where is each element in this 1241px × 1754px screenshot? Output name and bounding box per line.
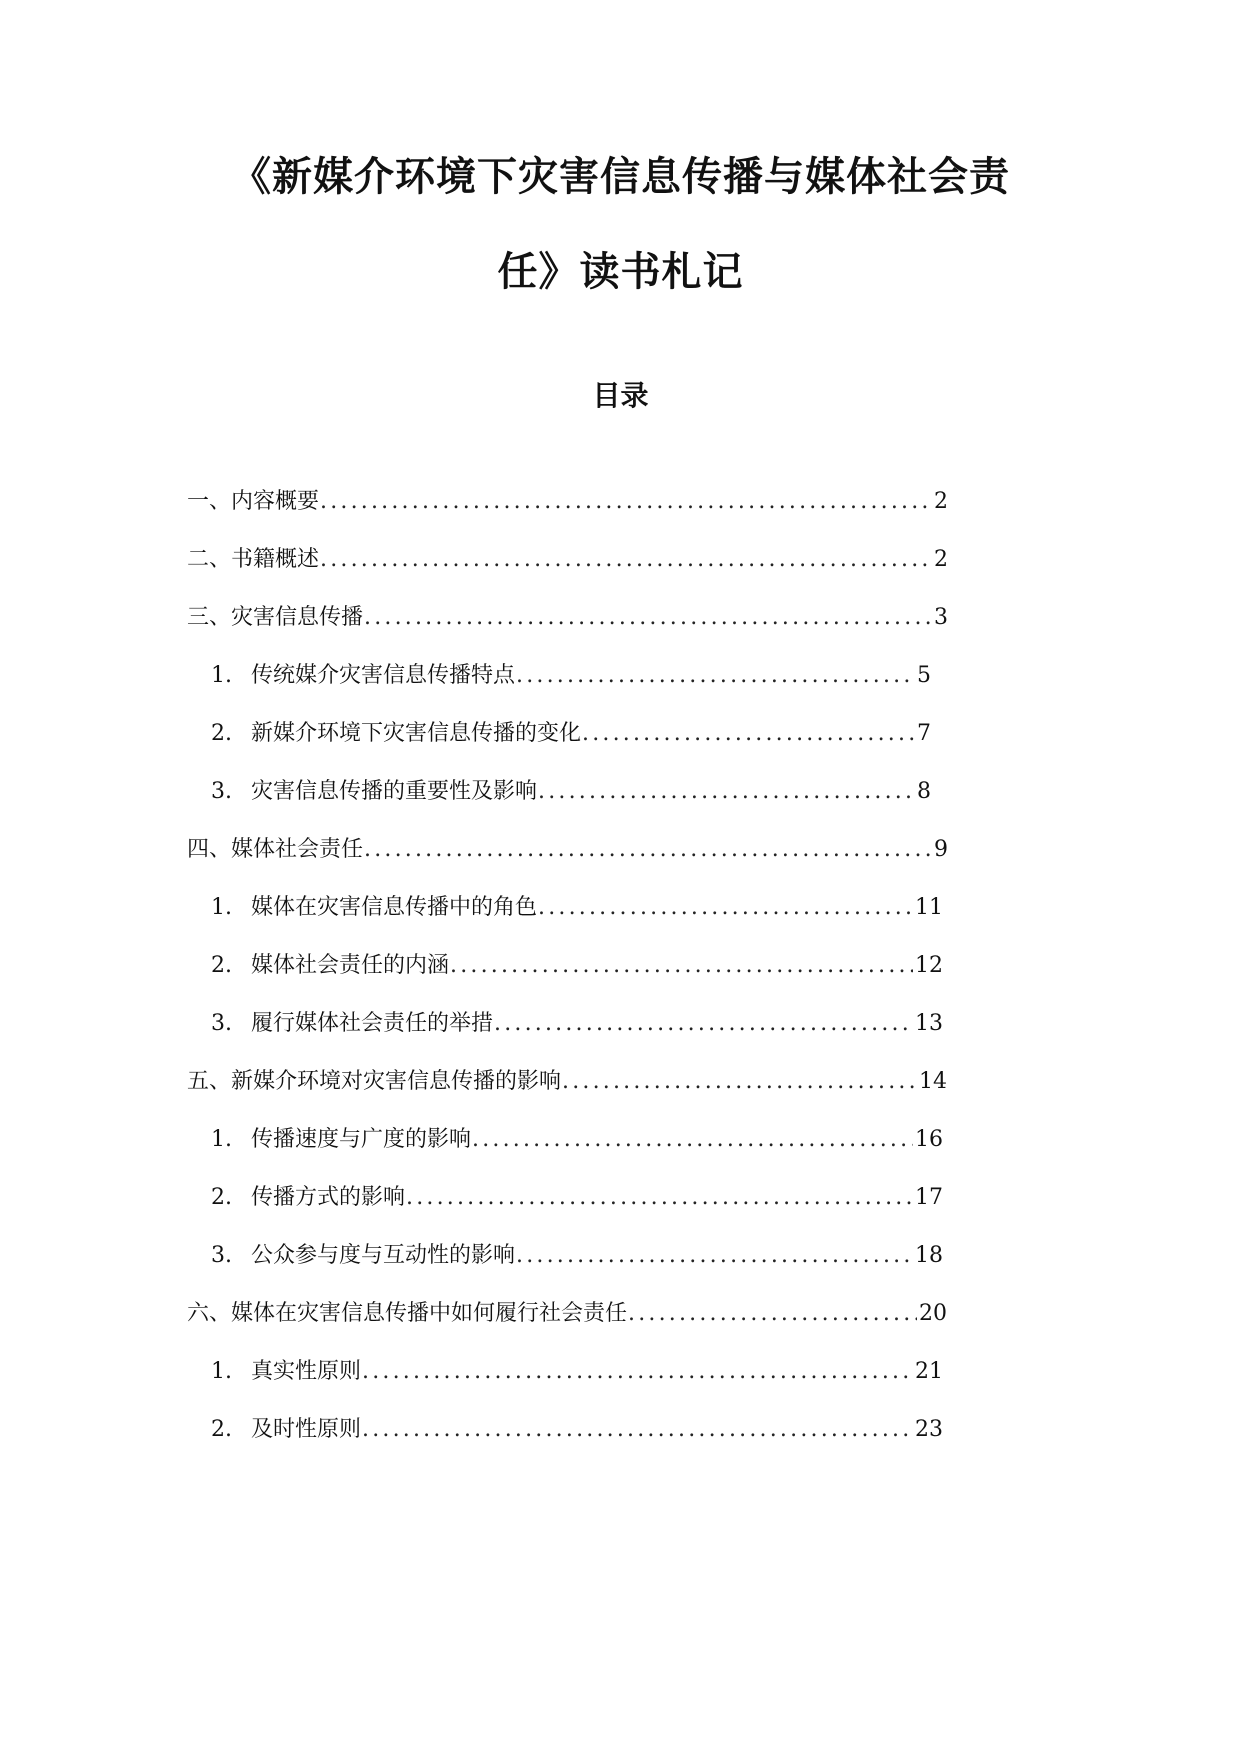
toc-entry-label: 六、媒体在灾害信息传播中如何履行社会责任 — [187, 1301, 628, 1326]
toc-page-number: 11 — [915, 895, 943, 920]
document-title-line-2: 任》读书札记 — [497, 249, 744, 295]
toc-page-number: 16 — [915, 1127, 943, 1152]
toc-page-number: 5 — [917, 663, 931, 688]
toc-entry[interactable] — [187, 602, 948, 634]
toc-entry-number: 2. — [211, 1185, 232, 1210]
toc-entry[interactable] — [187, 486, 948, 518]
toc-entry-number: 2. — [211, 721, 232, 746]
toc-entry-number: 1. — [211, 1127, 232, 1152]
toc-leader-dots — [472, 1124, 913, 1156]
toc-entry-number: 1. — [211, 895, 232, 920]
toc-page-number: 13 — [915, 1011, 943, 1036]
toc-entry[interactable] — [187, 834, 948, 866]
toc-page-number: 2 — [934, 489, 948, 514]
toc-leader-dots — [362, 1414, 913, 1446]
toc-page-number: 20 — [919, 1301, 947, 1326]
toc-entry-label: 传统媒介灾害信息传播特点 — [251, 663, 516, 688]
toc-leader-dots — [516, 1240, 913, 1272]
toc-entry[interactable] — [211, 1240, 943, 1272]
toc-leader-dots — [562, 1066, 917, 1098]
toc-entry-label: 灾害信息传播的重要性及影响 — [251, 779, 538, 804]
toc-entry[interactable] — [187, 544, 948, 576]
toc-leader-dots — [406, 1182, 913, 1214]
toc-page-number: 23 — [915, 1417, 943, 1442]
toc-entry-number: 1. — [211, 663, 232, 688]
toc-entry-number: 3. — [211, 1243, 232, 1268]
toc-leader-dots — [538, 776, 915, 808]
toc-entry-label: 二、书籍概述 — [187, 547, 320, 572]
document-title-line-1: 《新媒介环境下灾害信息传播与媒体社会责 — [231, 154, 1010, 200]
toc-page-number: 12 — [915, 953, 943, 978]
toc-page-number: 9 — [934, 837, 948, 862]
toc-leader-dots — [494, 1008, 913, 1040]
toc-entry-number: 2. — [211, 1417, 232, 1442]
toc-page-number: 21 — [915, 1359, 943, 1384]
toc-leader-dots — [320, 544, 932, 576]
toc-leader-dots — [450, 950, 913, 982]
toc-leader-dots — [320, 486, 932, 518]
toc-page-number: 14 — [919, 1069, 947, 1094]
toc-entry-label: 及时性原则 — [251, 1417, 362, 1442]
toc-leader-dots — [364, 602, 932, 634]
toc-entry[interactable] — [211, 776, 931, 808]
toc-page-number: 7 — [917, 721, 931, 746]
toc-page-number: 8 — [917, 779, 931, 804]
toc-entry[interactable] — [211, 1124, 943, 1156]
toc-entry-label: 媒体在灾害信息传播中的角色 — [251, 895, 538, 920]
toc-leader-dots — [582, 718, 915, 750]
toc-entry[interactable] — [211, 892, 943, 924]
toc-entry[interactable] — [211, 1008, 943, 1040]
toc-entry[interactable] — [187, 1066, 947, 1098]
toc-entry-label: 传播速度与广度的影响 — [251, 1127, 472, 1152]
toc-entry[interactable] — [211, 1182, 943, 1214]
toc-entry[interactable] — [211, 718, 931, 750]
toc-entry-label: 五、新媒介环境对灾害信息传播的影响 — [187, 1069, 562, 1094]
toc-entry-label: 真实性原则 — [251, 1359, 362, 1384]
toc-entry-label: 公众参与度与互动性的影响 — [251, 1243, 516, 1268]
toc-entry-number: 1. — [211, 1359, 232, 1384]
toc-leader-dots — [628, 1298, 917, 1330]
toc-leader-dots — [362, 1356, 913, 1388]
toc-page-number: 18 — [915, 1243, 943, 1268]
toc-entry[interactable] — [211, 1356, 943, 1388]
toc-entry-label: 履行媒体社会责任的举措 — [251, 1011, 494, 1036]
toc-leader-dots — [364, 834, 932, 866]
toc-entry-label: 四、媒体社会责任 — [187, 837, 364, 862]
toc-entry-label: 一、内容概要 — [187, 489, 320, 514]
toc-entry[interactable] — [211, 1414, 943, 1446]
toc-heading: 目录 — [592, 379, 649, 412]
toc-page-number: 3 — [934, 605, 948, 630]
toc-entry-label: 新媒介环境下灾害信息传播的变化 — [251, 721, 582, 746]
toc-page-number: 17 — [915, 1185, 943, 1210]
toc-entry-number: 3. — [211, 1011, 232, 1036]
toc-entry-number: 3. — [211, 779, 232, 804]
toc-entry-label: 媒体社会责任的内涵 — [251, 953, 450, 978]
toc-entry-label: 传播方式的影响 — [251, 1185, 406, 1210]
toc-leader-dots — [516, 660, 915, 692]
toc-entry[interactable] — [211, 950, 943, 982]
toc-page-number: 2 — [934, 547, 948, 572]
toc-entry[interactable] — [211, 660, 931, 692]
toc-entry-label: 三、灾害信息传播 — [187, 605, 364, 630]
toc-leader-dots — [538, 892, 913, 924]
toc-entry[interactable] — [187, 1298, 947, 1330]
toc-entry-number: 2. — [211, 953, 232, 978]
